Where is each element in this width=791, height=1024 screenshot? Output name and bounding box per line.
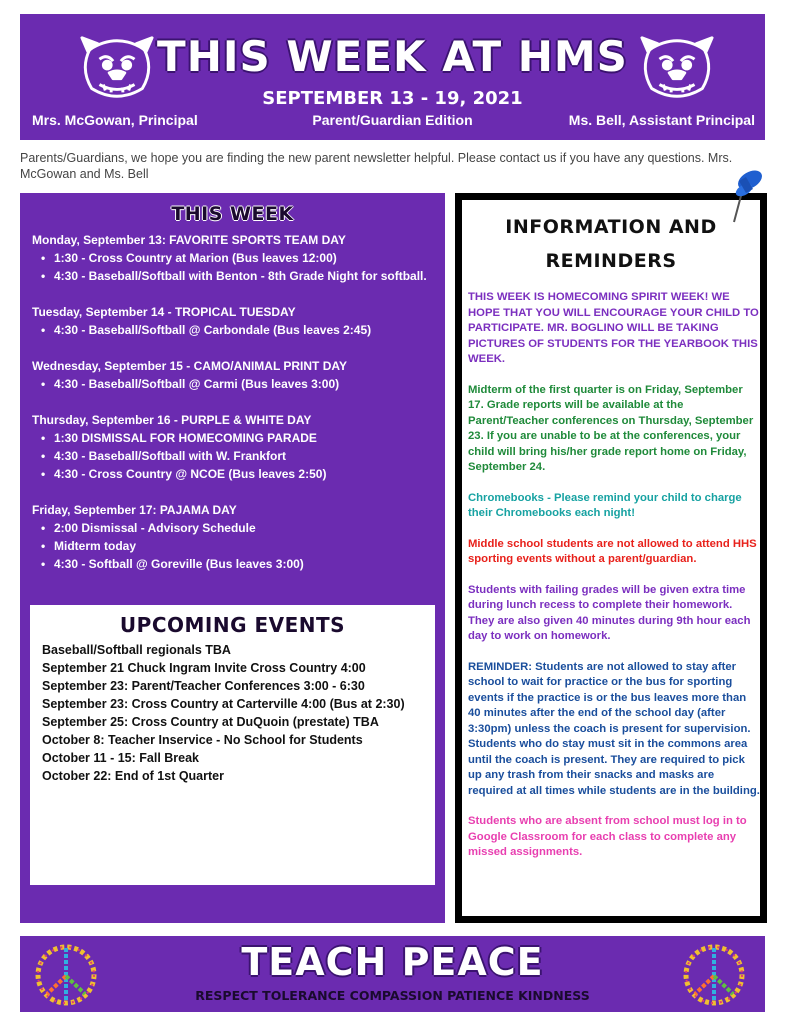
day-event-item: • 1:30 DISMISSAL FOR HOMECOMING PARADE [32,429,437,447]
day-event-item: • 1:30 - Cross Country at Marion (Bus leaves 12:00) [32,249,437,267]
header-banner [20,14,765,140]
info-reminders-heading [462,210,760,278]
day-event-item: • Midterm today [32,537,437,555]
upcoming-event-item: October 8: Teacher Inservice - No School for Students [42,733,363,747]
day-block [32,231,437,285]
reminder-paragraph: THIS WEEK IS HOMECOMING SPIRIT WEEK! WE HOPE THAT YOU WILL ENCOURAGE YOUR CHILD TO PARTICIPATE. MR. BOGLINO WILL BE TAKING PICTURES OF STUDENTS FOR THE YEARBOOK THIS WEEK. [468,291,759,365]
info-heading-line-2: REMINDERS [545,250,677,272]
info-paragraphs [468,290,760,876]
day-heading: Tuesday, September 14 - TROPICAL TUESDAY [32,305,296,319]
reminder-paragraph: Students with failing grades will be given extra time during lunch recess to complete their homework. They are also given 40 minutes during 9th hour each day to work on homework. [468,583,751,642]
upcoming-event-item: October 22: End of 1st Quarter [42,769,224,783]
principal-name: Mrs. McGowan, Principal [32,112,198,128]
this-week-heading: THIS WEEK [171,203,294,225]
day-event-item: • 4:30 - Baseball/Softball @ Carmi (Bus leaves 3:00) [32,375,437,393]
upcoming-event-item: October 11 - 15: Fall Break [42,751,200,765]
day-heading: Thursday, September 16 - PURPLE & WHITE DAY [32,413,312,427]
upcoming-event-item: September 21 Chuck Ingram Invite Cross Country 4:00 [42,661,366,675]
footer-banner [20,936,765,1012]
reminder-paragraph: Chromebooks - Please remind your child to charge their Chromebooks each night! [468,491,742,519]
reminder-paragraph: Middle school students are not allowed to attend HHS sporting events without a parent/guardian. [468,537,757,565]
day-event-item: • 4:30 - Softball @ Goreville (Bus leaves 3:00) [32,555,437,573]
reminder-paragraph: REMINDER: Students are not allowed to stay after school to wait for practice or the bus for sporting events if the practice is or the bus leaves more than 40 minutes after the end of the school day (after 3:30pm) unless the coach is present for supervision. Students who do stay must sit in the commons area until the coach is present. They are required to pick up any trash from their snacks and masks are required at all times while students are in the building. [468,660,760,797]
day-block [32,303,437,339]
day-heading: Friday, September 17: PAJAMA DAY [32,503,237,517]
day-block [32,357,437,393]
intro-message: Parents/Guardians, we hope you are finding the new parent newsletter helpful. Please contact us if you have any questions. Mrs. McGowan and Ms. Bell [20,151,733,181]
day-event-list [32,429,437,483]
day-block [32,501,437,573]
info-reminders-inner [462,200,760,916]
upcoming-events-heading: UPCOMING EVENTS [119,613,346,637]
upcoming-event-item: September 23: Cross Country at Carterville 4:00 (Bus at 2:30) [42,697,405,711]
reminder-paragraph: Midterm of the first quarter is on Friday, September 17. Grade reports will be available at the Parent/Teacher conferences on Thursday, September 23. If you are unable to be at the conferences, your child will bring his/her grade report home on Friday, September 24. [468,383,754,473]
day-event-list [32,375,437,393]
assistant-principal-name: Ms. Bell, Assistant Principal [568,112,755,128]
day-event-item: • 4:30 - Baseball/Softball @ Carbondale (Bus leaves 2:45) [32,321,437,339]
upcoming-event-item: September 25: Cross Country at DuQuoin (prestate) TBA [42,715,379,729]
upcoming-event-item: September 23: Parent/Teacher Conferences 3:00 - 6:30 [42,679,365,693]
day-event-item: • 2:00 Dismissal - Advisory Schedule [32,519,437,537]
date-range: SEPTEMBER 13 - 19, 2021 [262,88,523,109]
day-event-list [32,519,437,573]
footer-title: TEACH PEACE [241,940,544,984]
day-event-item: • 4:30 - Baseball/Softball with W. Frankfort [32,447,437,465]
edition-label: Parent/Guardian Edition [312,112,473,128]
footer-values: RESPECT TOLERANCE COMPASSION PATIENCE KINDNESS [195,988,590,1003]
info-reminders-panel [455,193,767,923]
pushpin-icon [728,168,768,224]
upcoming-event-item: Baseball/Softball regionals TBA [42,643,231,657]
day-heading: Monday, September 13: FAVORITE SPORTS TEAM DAY [32,233,346,247]
day-heading: Wednesday, September 15 - CAMO/ANIMAL PRINT DAY [32,359,347,373]
newsletter-title: THIS WEEK AT HMS [157,32,628,81]
day-event-list [32,321,437,339]
upcoming-events-panel [30,605,435,885]
day-event-list [32,249,437,285]
info-heading-line-1: INFORMATION AND [505,216,717,238]
day-block [32,411,437,483]
upcoming-events-list [42,641,405,785]
bulldog-mascot-icon [638,30,716,106]
day-event-item: • 4:30 - Baseball/Softball with Benton - 8th Grade Night for softball. [32,267,437,285]
peace-sign-flower-icon [681,942,747,1008]
day-list [32,231,437,591]
day-event-item: • 4:30 - Cross Country @ NCOE (Bus leaves 2:50) [32,465,437,483]
reminder-paragraph: Students who are absent from school must log in to Google Classroom for each class to complete any missed assignments. [468,815,747,858]
